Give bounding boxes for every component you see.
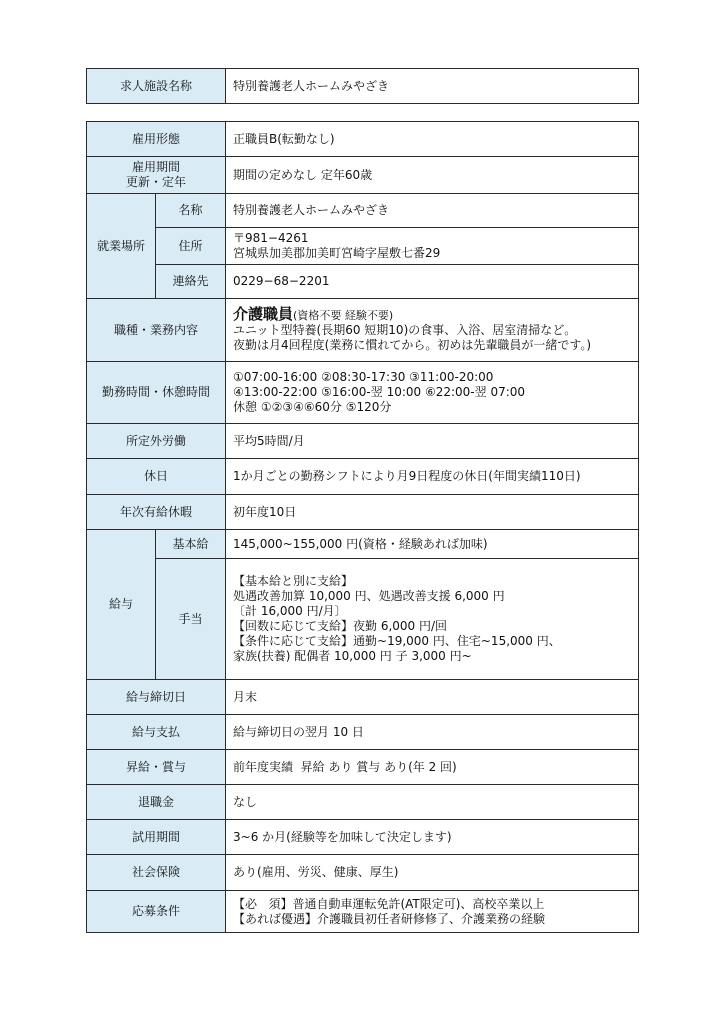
insurance-label: 社会保険 bbox=[87, 855, 226, 891]
pay-day-value: 給与締切日の翌月 10 日 bbox=[226, 715, 639, 750]
probation-row bbox=[87, 820, 639, 855]
employment-period-row bbox=[87, 157, 639, 194]
employment-type-label: 雇用形態 bbox=[87, 122, 226, 157]
base-salary-row bbox=[87, 530, 639, 559]
street-address: 宮城県加美郡加美町宮崎字屋敷七番29 bbox=[233, 246, 441, 260]
facility-name: 特別養護老人ホームみやざき bbox=[226, 69, 639, 104]
job-description-2: 夜勤は月4回程度(業務に慣れてから。初めは先輩職員が一緒です。) bbox=[233, 338, 592, 352]
workplace-address bbox=[226, 228, 639, 265]
postal-code: 〒981−4261 bbox=[233, 231, 309, 245]
allowance-line: 処遇改善加算 10,000 円、処遇改善支援 6,000 円 bbox=[233, 589, 505, 603]
probation-label: 試用期間 bbox=[87, 820, 226, 855]
allowance-line: 家族(扶養) 配偶者 10,000 円 子 3,000 円~ bbox=[233, 649, 472, 663]
requirements-content bbox=[226, 891, 639, 933]
hours-label: 勤務時間・休憩時間 bbox=[87, 362, 226, 424]
closing-day-row bbox=[87, 680, 639, 715]
allowance-content bbox=[226, 559, 639, 680]
shift-line-2: ④13:00-22:00 ⑤16:00-翌 10:00 ⑥22:00-翌 07:00 bbox=[233, 385, 526, 399]
pay-day-label: 給与支払 bbox=[87, 715, 226, 750]
allowance-label: 手当 bbox=[156, 559, 226, 680]
employment-type-value: 正職員B(転勤なし) bbox=[226, 122, 639, 157]
base-salary-value: 145,000~155,000 円(資格・経験あれば加味) bbox=[226, 530, 639, 559]
preferred-conditions: 【あれば優遇】介護職員初任者研修修了、介護業務の経験 bbox=[233, 911, 546, 926]
insurance-value: あり(雇用、労災、健康、厚生) bbox=[226, 855, 639, 891]
employment-period-label bbox=[87, 157, 226, 194]
closing-day-label: 給与締切日 bbox=[87, 680, 226, 715]
workplace-label: 就業場所 bbox=[87, 194, 156, 299]
hours-content bbox=[226, 362, 639, 424]
paid-leave-label: 年次有給休暇 bbox=[87, 495, 226, 530]
raise-bonus-row bbox=[87, 750, 639, 785]
allowance-line: 【回数に応じて支給】夜勤 6,000 円/回 bbox=[233, 619, 448, 633]
holidays-row bbox=[87, 459, 639, 495]
workplace-contact-row bbox=[87, 265, 639, 299]
workplace-name: 特別養護老人ホームみやざき bbox=[226, 194, 639, 228]
retirement-value: なし bbox=[226, 785, 639, 820]
raise-bonus-value: 前年度実績 昇給 あり 賞与 あり(年 2 回) bbox=[226, 750, 639, 785]
closing-day-value: 月末 bbox=[226, 680, 639, 715]
retirement-label: 退職金 bbox=[87, 785, 226, 820]
paid-leave-row bbox=[87, 495, 639, 530]
break-line: 休憩 ①②③④⑥60分 ⑤120分 bbox=[233, 400, 392, 414]
employment-period-label-2: 更新・定年 bbox=[126, 175, 187, 189]
pay-day-row bbox=[87, 715, 639, 750]
employment-period-label-1: 雇用期間 bbox=[132, 160, 181, 174]
employment-period-value: 期間の定めなし 定年60歳 bbox=[226, 157, 639, 194]
requirements-row bbox=[87, 891, 639, 933]
workplace-name-label: 名称 bbox=[156, 194, 226, 228]
raise-bonus-label: 昇給・賞与 bbox=[87, 750, 226, 785]
base-salary-label: 基本給 bbox=[156, 530, 226, 559]
facility-table bbox=[86, 68, 639, 104]
hours-row bbox=[87, 362, 639, 424]
workplace-address-label: 住所 bbox=[156, 228, 226, 265]
job-label: 職種・業務内容 bbox=[87, 299, 226, 362]
job-content bbox=[226, 299, 639, 362]
shift-line-1: ①07:00-16:00 ②08:30-17:30 ③11:00-20:00 bbox=[233, 370, 494, 384]
overtime-row bbox=[87, 424, 639, 459]
job-description-1: ユニット型特養(長期60 短期10)の食事、入浴、居室清掃など。 bbox=[233, 323, 577, 337]
allowance-row bbox=[87, 559, 639, 680]
job-details-table bbox=[86, 121, 639, 933]
workplace-contact-label: 連絡先 bbox=[156, 265, 226, 299]
allowance-line: 【条件に応じて支給】通勤~19,000 円、住宅~15,000 円、 bbox=[233, 634, 561, 648]
job-row bbox=[87, 299, 639, 362]
holidays-label: 休日 bbox=[87, 459, 226, 495]
workplace-address-row bbox=[87, 228, 639, 265]
facility-row bbox=[87, 69, 639, 104]
facility-label: 求人施設名称 bbox=[87, 69, 226, 104]
allowance-line: 〔計 16,000 円/月〕 bbox=[233, 604, 347, 618]
probation-value: 3~6 か月(経験等を加味して決定します) bbox=[226, 820, 639, 855]
required-conditions: 【必 須】普通自動車運転免許(AT限定可)、高校卒業以上 bbox=[233, 896, 545, 911]
retirement-row bbox=[87, 785, 639, 820]
allowance-line: 【基本給と別に支給】 bbox=[233, 574, 354, 588]
salary-label: 給与 bbox=[87, 530, 156, 680]
workplace-name-row bbox=[87, 194, 639, 228]
job-title-note: (資格不要 経験不要) bbox=[293, 309, 394, 322]
employment-type-row bbox=[87, 122, 639, 157]
paid-leave-value: 初年度10日 bbox=[226, 495, 639, 530]
job-title-line bbox=[233, 307, 638, 323]
holidays-value: 1か月ごとの勤務シフトにより月9日程度の休日(年間実績110日) bbox=[226, 459, 639, 495]
workplace-phone: 0229−68−2201 bbox=[226, 265, 639, 299]
overtime-label: 所定外労働 bbox=[87, 424, 226, 459]
insurance-row bbox=[87, 855, 639, 891]
job-title: 介護職員 bbox=[233, 305, 294, 323]
requirements-label: 応募条件 bbox=[87, 891, 226, 933]
overtime-value: 平均5時間/月 bbox=[226, 424, 639, 459]
